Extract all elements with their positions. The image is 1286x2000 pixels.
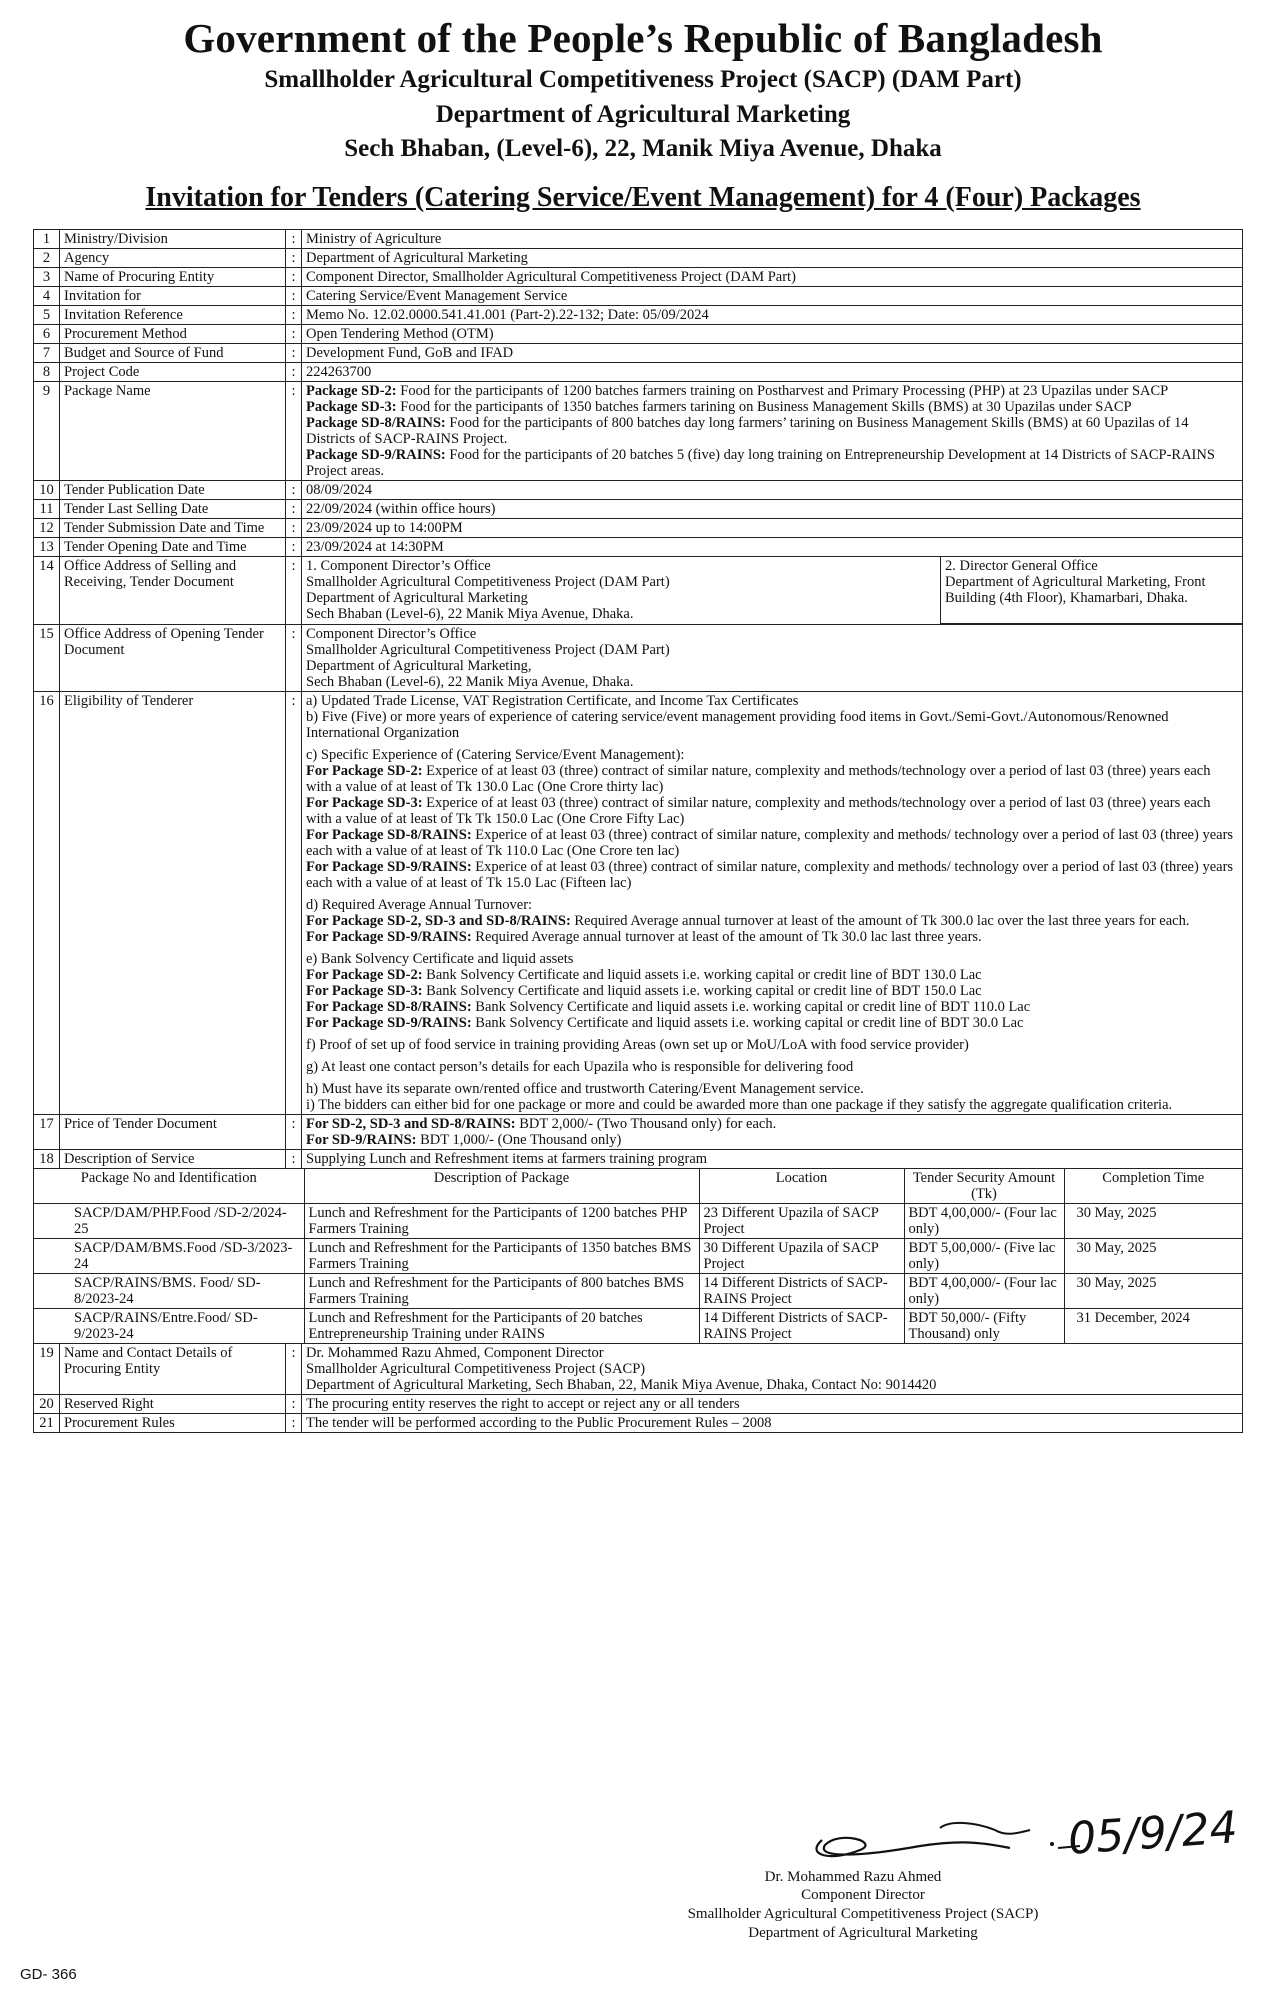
table-row: 12 Tender Submission Date and Time : 23/09/2024 up to 14:00PM bbox=[34, 519, 1243, 538]
package-table bbox=[34, 1169, 1242, 1343]
table-row: 2 Agency : Department of Agricultural Marketing bbox=[34, 249, 1243, 268]
selling-office-addresses: 1. Component Director’s Office Smallholder Agricultural Competitiveness Project (DAM Part) Department of Agricultural Marketing Sech Bhaban (Level-6), 22 Manik Miya Avenue, Dhaka. 2. Director General Office Department of Agricultural Marketing, Front Building (4th Floor), Khamarbari, Dhaka. bbox=[302, 557, 1243, 625]
package-row: SACP/RAINS/Entre.Food/ SD-9/2023-24 Lunch and Refreshment for the Participants of 20 batches Entrepreneurship Training under RAINS 14 Different Districts of SACP-RAINS Project BDT 50,000/- (Fifty Thousand) only 31 December, 2024 bbox=[34, 1308, 1242, 1343]
table-row: 4 Invitation for : Catering Service/Event Management Service bbox=[34, 287, 1243, 306]
table-row: 9 Package Name : Package SD-2: Food for the participants of 1200 batches farmers training on Postharvest and Primary Processing (PHP) at 23 Upazilas under SACP Package SD-3: Food for the participants of 1350 batches farmers tarining on Business Management Skills (BMS) at 30 Upazilas under SACP Package SD-8/RAINS: Food for the participants of 800 batches day long farmers’ tarining on Business Management Skills (BMS) at 60 Upazilas of 14 Districts of SACP-RAINS Project. Package SD-9/RAINS: Food for the participants of 20 batches 5 (five) day long training on Entrepreneurship Development at 14 Districts of SACP-RAINS Project areas. bbox=[34, 382, 1243, 481]
package-row: SACP/DAM/PHP.Food /SD-2/2024-25 Lunch and Refreshment for the Participants of 1200 batches PHP Farmers Training 23 Different Upazila of SACP Project BDT 4,00,000/- (Four lac only) 30 May, 2025 bbox=[34, 1203, 1242, 1238]
table-row: 14 Office Address of Selling and Receiving, Tender Document : 1. Component Director’s Office Smallholder Agricultural Competitiveness Project (DAM Part) Department of Agricultural Marketing Sech Bhaban (Level-6), 22 Manik Miya Avenue, Dhaka. 2. Director General Office Department of Agricultural Marketing, Front Building (4th Floor), Khamarbari, Dhaka. bbox=[34, 557, 1243, 625]
package-row: SACP/RAINS/BMS. Food/ SD-8/2023-24 Lunch and Refreshment for the Participants of 800 batches BMS Farmers Training 14 Different Districts of SACP-RAINS Project BDT 4,00,000/- (Four lac only) 30 May, 2025 bbox=[34, 1273, 1242, 1308]
table-row: 16 Eligibility of Tenderer : a) Updated Trade License, VAT Registration Certificate, and Income Tax Certificates b) Five (Five) or more years of experience of catering service/event management providing food items in Govt./Semi-Govt./Autonomous/Renowned International Organization c) Specific Experience of (Catering Service/Event Management): For Package SD-2: Experice of at least 03 (three) contract of similar nature, complexity and methods/technology over a period of last 03 (three) years each with a value of at least of Tk 130.0 Lac (One Crore thirty lac) For Package SD-3: Experice of at least 03 (three) contract of similar nature, complexity and methods/technology over a period of last 03 (three) years each with a value of at least of Tk Tk 150.0 Lac (One Crore Fifty Lac) For Package SD-8/RAINS: Experice of at least 03 (three) contract of similar nature, complexity and methods/ technology over a period of last 03 (three) years each with a value of at least of Tk 110.0 Lac (One Crore ten lac) For Package SD-9/RAINS: Experice of at least 03 (three) contract of similar nature, complexity and methods/ technology over a period of last 03 (three) years each with a value of at least of Tk 15.0 Lac (Fifteen lac) d) Required Average Annual Turnover: For Package SD-2, SD-3 and SD-8/RAINS: Required Average annual turnover at least of the amount of Tk 300.0 lac over the last three years for each. For Package SD-9/RAINS: Required Average annual turnover at least of the amount of Tk 30.0 lac last three years. e) Bank Solvency Certificate and liquid assets For Package SD-2: Bank Solvency Certificate and liquid assets i.e. working capital or credit line of BDT 130.0 Lac For Package SD-3: Bank Solvency Certificate and liquid assets i.e. working capital or credit line of BDT 150.0 Lac For Package SD-8/RAINS: Bank Solvency Certificate and liquid assets i.e. working capital or credit line of BDT 110.0 Lac For Package SD-9/RAINS: Bank Solvency Certificate and liquid assets i.e. working capital or credit line of BDT 30.0 Lac f) Proof of set up of food service in training providing Areas (own set up or MoU/LoA with food service provider) g) At least one contact person’s details for each Upazila who is responsible for delivering food h) Must have its separate own/rented office and trustworth Catering/Event Management service. i) The bidders can either bid for one package or more and could be awarded more than one package if they satisfy the aggregate qualification criteria. bbox=[34, 691, 1243, 1114]
footer-code: GD- 366 bbox=[20, 1966, 77, 1983]
signatory-name: Dr. Mohammed Razu Ahmed bbox=[764, 1869, 942, 1885]
gov-title: Government of the People’s Republic of Bangladesh bbox=[183, 15, 1103, 61]
package-header-row: Package No and Identification Description of Package Location Tender Security Amount (Tk) Completion Time bbox=[34, 1169, 1242, 1204]
table-row: 5 Invitation Reference : Memo No. 12.02.0000.541.41.001 (Part-2).22-132; Date: 05/09/2024 bbox=[34, 306, 1243, 325]
procuring-entity-contact: Dr. Mohammed Razu Ahmed, Component Director Smallholder Agricultural Competitiveness Project (SACP) Department of Agricultural Marketing, Sech Bhaban, 22, Manik Miya Avenue, Dhaka, Contact No: 9014420 bbox=[302, 1343, 1243, 1394]
tender-document-price: For SD-2, SD-3 and SD-8/RAINS: BDT 2,000/- (Two Thousand only) for each. For SD-9/RAINS: BDT 1,000/- (One Thousand only) bbox=[302, 1114, 1243, 1149]
table-row: 13 Tender Opening Date and Time : 23/09/2024 at 14:30PM bbox=[34, 538, 1243, 557]
table-row: 10 Tender Publication Date : 08/09/2024 bbox=[34, 481, 1243, 500]
table-row: 21 Procurement Rules : The tender will be performed according to the Public Procurement Rules – 2008 bbox=[34, 1413, 1243, 1432]
table-row: 19 Name and Contact Details of Procuring Entity : Dr. Mohammed Razu Ahmed, Component Director Smallholder Agricultural Competitiveness Project (SACP) Department of Agricultural Marketing, Sech Bhaban, 22, Manik Miya Avenue, Dhaka, Contact No: 9014420 bbox=[34, 1343, 1243, 1394]
signatory-designation: Component Director bbox=[801, 1887, 925, 1903]
table-row: 17 Price of Tender Document : For SD-2, SD-3 and SD-8/RAINS: BDT 2,000/- (Two Thousand only) for each. For SD-9/RAINS: BDT 1,000/- (One Thousand only) bbox=[34, 1114, 1243, 1149]
table-row: 8 Project Code : 224263700 bbox=[34, 363, 1243, 382]
table-row: 18 Description of Service : Supplying Lunch and Refreshment items at farmers training program bbox=[34, 1149, 1243, 1168]
table-row: 15 Office Address of Opening Tender Document : Component Director’s Office Smallholder Agricultural Competitiveness Project (DAM Part) Department of Agricultural Marketing, Sech Bhaban (Level-6), 22 Manik Miya Avenue, Dhaka. bbox=[34, 624, 1243, 691]
handwritten-date: 05/9/24 bbox=[1066, 1802, 1240, 1865]
opening-office-address: Component Director’s Office Smallholder Agricultural Competitiveness Project (DAM Part) Department of Agricultural Marketing, Sech Bhaban (Level-6), 22 Manik Miya Avenue, Dhaka. bbox=[302, 624, 1243, 691]
project-name: Smallholder Agricultural Competitiveness Project (SACP) (DAM Part) bbox=[264, 66, 1022, 93]
table-row: 11 Tender Last Selling Date : 22/09/2024 (within office hours) bbox=[34, 500, 1243, 519]
table-row: 1 Ministry/Division : Ministry of Agriculture bbox=[34, 230, 1243, 249]
signatory-department: Department of Agricultural Marketing bbox=[748, 1925, 978, 1941]
package-row: SACP/DAM/BMS.Food /SD-3/2023-24 Lunch and Refreshment for the Participants of 1350 batches BMS Farmers Training 30 Different Upazila of SACP Project BDT 5,00,000/- (Five lac only) 30 May, 2025 bbox=[34, 1238, 1242, 1273]
table-row: 6 Procurement Method : Open Tendering Method (OTM) bbox=[34, 325, 1243, 344]
eligibility-criteria: a) Updated Trade License, VAT Registration Certificate, and Income Tax Certificates b) Five (Five) or more years of experience of catering service/event management providing food items in Govt./Semi-Govt./Autonomous/Renowned International Organization c) Specific Experience of (Catering Service/Event Management): For Package SD-2: Experice of at least 03 (three) contract of similar nature, complexity and methods/technology over a period of last 03 (three) years each with a value of at least of Tk 130.0 Lac (One Crore thirty lac) For Package SD-3: Experice of at least 03 (three) contract of similar nature, complexity and methods/technology over a period of last 03 (three) years each with a value of at least of Tk Tk 150.0 Lac (One Crore Fifty Lac) For Package SD-8/RAINS: Experice of at least 03 (three) contract of similar nature, complexity and methods/ technology over a period of last 03 (three) years each with a value of at least of Tk 110.0 Lac (One Crore ten lac) For Package SD-9/RAINS: Experice of at least 03 (three) contract of similar nature, complexity and methods/ technology over a period of last 03 (three) years each with a value of at least of Tk 15.0 Lac (Fifteen lac) d) Required Average Annual Turnover: For Package SD-2, SD-3 and SD-8/RAINS: Required Average annual turnover at least of the amount of Tk 300.0 lac over the last three years for each. For Package SD-9/RAINS: Required Average annual turnover at least of the amount of Tk 30.0 lac last three years. e) Bank Solvency Certificate and liquid assets For Package SD-2: Bank Solvency Certificate and liquid assets i.e. working capital or credit line of BDT 130.0 Lac For Package SD-3: Bank Solvency Certificate and liquid assets i.e. working capital or credit line of BDT 150.0 Lac For Package SD-8/RAINS: Bank Solvency Certificate and liquid assets i.e. working capital or credit line of BDT 110.0 Lac For Package SD-9/RAINS: Bank Solvency Certificate and liquid assets i.e. working capital or credit line of BDT 30.0 Lac f) Proof of set up of food service in training providing Areas (own set up or MoU/LoA with food service provider) g) At least one contact person’s details for each Upazila who is responsible for delivering food h) Must have its separate own/rented office and trustworth Catering/Event Management service. i) The bidders can either bid for one package or more and could be awarded more than one package if they satisfy the aggregate qualification criteria. bbox=[302, 691, 1243, 1114]
package-names: Package SD-2: Food for the participants of 1200 batches farmers training on Postharvest and Primary Processing (PHP) at 23 Upazilas under SACP Package SD-3: Food for the participants of 1350 batches farmers tarining on Business Management Skills (BMS) at 30 Upazilas under SACP Package SD-8/RAINS: Food for the participants of 800 batches day long farmers’ tarining on Business Management Skills (BMS) at 60 Upazilas of 14 Districts of SACP-RAINS Project. Package SD-9/RAINS: Food for the participants of 20 batches 5 (five) day long training on Entrepreneurship Development at 14 Districts of SACP-RAINS Project areas. bbox=[302, 382, 1243, 481]
table-row: 20 Reserved Right : The procuring entity reserves the right to accept or reject any or all tenders bbox=[34, 1394, 1243, 1413]
address-line: Sech Bhaban, (Level-6), 22, Manik Miya Avenue, Dhaka bbox=[344, 135, 942, 162]
department-name: Department of Agricultural Marketing bbox=[435, 101, 851, 128]
signatory-project: Smallholder Agricultural Competitiveness Project (SACP) bbox=[687, 1906, 1039, 1922]
notice-title: Invitation for Tenders (Catering Service/Event Management) for 4 (Four) Packages bbox=[145, 182, 1141, 213]
table-row: 7 Budget and Source of Fund : Development Fund, GoB and IFAD bbox=[34, 344, 1243, 363]
tender-table bbox=[33, 229, 1243, 1433]
package-table-row bbox=[34, 1168, 1243, 1343]
table-row: 3 Name of Procuring Entity : Component Director, Smallholder Agricultural Competitiveness Project (DAM Part) bbox=[34, 268, 1243, 287]
